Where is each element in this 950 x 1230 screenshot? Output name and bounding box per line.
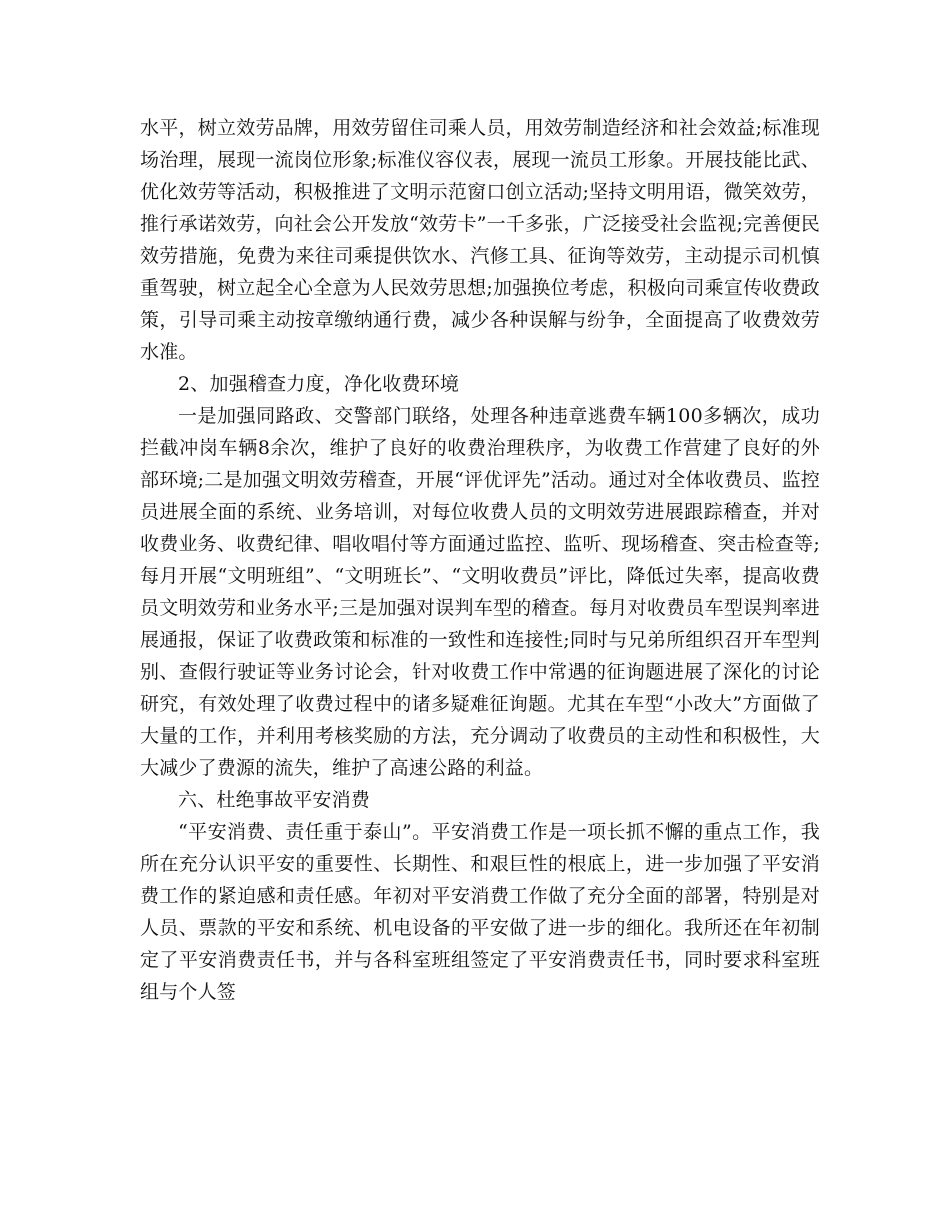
document-body [140,112,820,1008]
paragraph-safety: “平安消费、责任重于泰山”。平安消费工作是一项长抓不懈的重点工作，我所在充分认识平安的重要性、长期性、和艰巨性的根底上，进一步加强了平安消费工作的紧迫感和责任感。年初对平安消费工作做了充分全面的部署，特别是对人员、票款的平安和系统、机电设备的平安做了进一步的细化。我所还在年初制定了平安消费责任书，并与各科室班组签定了平安消费责任书，同时要求科室班组与个人签 [140,821,820,1003]
paragraph-service-standards: 水平，树立效劳品牌，用效劳留住司乘人员，用效劳制造经济和社会效益;标准现场治理，展现一流岗位形象;标准仪容仪表，展现一流员工形象。开展技能比武、优化效劳等活动，积极推进了文明示范窗口创立活动;坚持文明用语，微笑效劳，推行承诺效劳，向社会公开发放“效劳卡”一千多张，广泛接受社会监视;完善便民效劳措施，免费为来往司乘提供饮水、汽修工具、征询等效劳，主动提示司机慎重驾驶，树立起全心全意为人民效劳思想;加强换位考虑，积极向司乘宣传收费政策，引导司乘主动按章缴纳通行费，减少各种误解与纷争，全面提高了收费效劳水准。 [140,117,820,363]
paragraph-inspection: 一是加强同路政、交警部门联络，处理各种违章逃费车辆100多辆次，成功拦截冲岗车辆8余次，维护了良好的收费治理秩序，为收费工作营建了良好的外部环境;二是加强文明效劳稽查，开展“评优评先”活动。通过对全体收费员、监控员进展全面的系统、业务培训，对每位收费人员的文明效劳进展跟踪稽查，并对收费业务、收费纪律、唱收唱付等方面通过监控、监听、现场稽查、突击检查等;每月开展“文明班组”、“文明班长”、“文明收费员”评比，降低过失率，提高收费员文明效劳和业务水平;三是加强对误判车型的稽查。每月对收费员车型误判率进展通报，保证了收费政策和标准的一致性和连接性;同时与兄弟所组织召开车型判别、查假行驶证等业务讨论会，针对收费工作中常遇的征询题进展了深化的讨论研究，有效处理了收费过程中的诸多疑难征询题。尤其在车型“小改大”方面做了大量的工作，并利用考核奖励的方法，充分调动了收费员的主动性和积极性，大大减少了费源的流失，维护了高速公路的利益。 [140,405,820,779]
heading-safety: 六、杜绝事故平安消费 [178,789,371,811]
heading-inspection: 2、加强稽查力度，净化收费环境 [178,373,460,395]
